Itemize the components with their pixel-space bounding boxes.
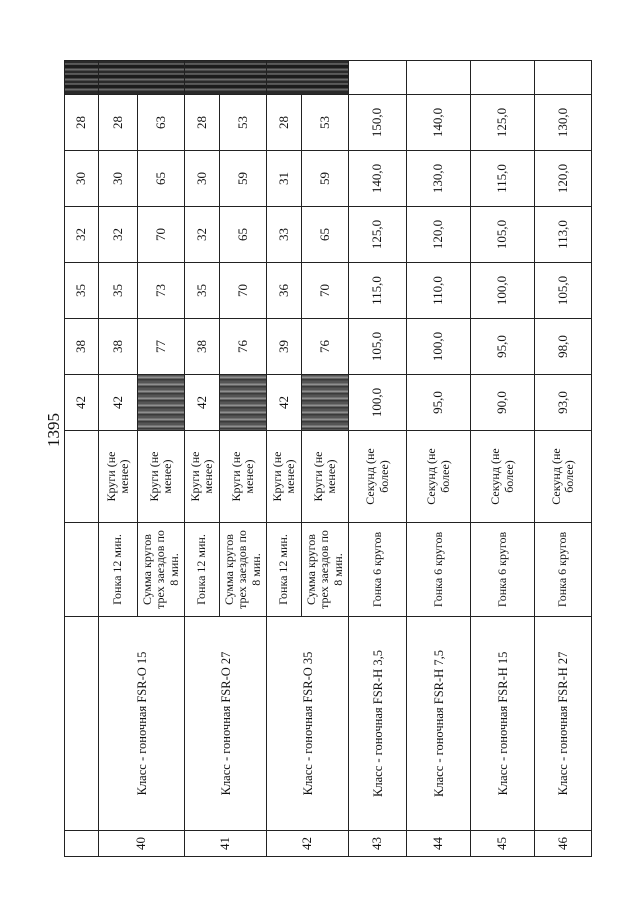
row-number: 41: [185, 831, 267, 857]
value-cell: 63: [138, 95, 185, 151]
standards-table: [64, 60, 592, 857]
row-number: 46: [535, 831, 592, 857]
value-cell: 70: [220, 263, 267, 319]
value-cell: 65: [138, 151, 185, 207]
value-cell: 105,0: [535, 263, 592, 319]
unit-label: Секунд (не более): [349, 431, 407, 523]
value-cell: 115,0: [349, 263, 407, 319]
value-cell: 39: [267, 319, 302, 375]
value-cell: 59: [302, 151, 349, 207]
value-cell: 105,0: [471, 207, 535, 263]
value-cell: 120,0: [407, 207, 471, 263]
value-cell: 32: [185, 207, 220, 263]
value-cell: 73: [138, 263, 185, 319]
value-cell: 33: [267, 207, 302, 263]
value-cell: 42: [99, 375, 138, 431]
empty-cell: [349, 61, 407, 95]
value-cell: 125,0: [349, 207, 407, 263]
value-cell: 105,0: [349, 319, 407, 375]
value-cell: 140,0: [407, 95, 471, 151]
row-number: 45: [471, 831, 535, 857]
header-row: [65, 61, 99, 857]
scan-shadow-cell: [99, 61, 185, 95]
value-cell: 76: [302, 319, 349, 375]
class-label: Класс - гоночная FSR-H 15: [471, 617, 535, 831]
column-header: 42: [65, 375, 99, 431]
value-cell: 35: [99, 263, 138, 319]
value-cell: 77: [138, 319, 185, 375]
header-num-cell: [65, 831, 99, 857]
row-number: 40: [99, 831, 185, 857]
value-cell: [138, 375, 185, 431]
class-label: Класс - гоночная FSR-H 27: [535, 617, 592, 831]
empty-cell: [471, 61, 535, 95]
value-cell: 53: [302, 95, 349, 151]
value-cell: 100,0: [407, 319, 471, 375]
unit-label: Круги (не менее): [138, 431, 185, 523]
value-cell: 53: [220, 95, 267, 151]
value-cell: 42: [267, 375, 302, 431]
value-cell: [302, 375, 349, 431]
page-number: 1395: [44, 413, 63, 447]
row-number: 44: [407, 831, 471, 857]
race-type: Сумма кругов трех заездов по 8 мин.: [220, 523, 267, 617]
table-row: [185, 61, 220, 857]
unit-label: Круги (не менее): [302, 431, 349, 523]
race-type: Гонка 6 кругов: [535, 523, 592, 617]
table-row: [471, 61, 535, 857]
table-row: [407, 61, 471, 857]
value-cell: 90,0: [471, 375, 535, 431]
column-header: 30: [65, 151, 99, 207]
value-cell: 28: [267, 95, 302, 151]
value-cell: 113,0: [535, 207, 592, 263]
column-header: 28: [65, 95, 99, 151]
value-cell: 59: [220, 151, 267, 207]
race-type: Гонка 6 кругов: [471, 523, 535, 617]
value-cell: 32: [99, 207, 138, 263]
value-cell: 38: [99, 319, 138, 375]
value-cell: 98,0: [535, 319, 592, 375]
column-header: 32: [65, 207, 99, 263]
race-type: Гонка 12 мин.: [185, 523, 220, 617]
value-cell: 150,0: [349, 95, 407, 151]
race-type: Гонка 6 кругов: [407, 523, 471, 617]
value-cell: 130,0: [407, 151, 471, 207]
unit-label: Секунд (не более): [471, 431, 535, 523]
table-row: [267, 61, 302, 857]
unit-label: Круги (не менее): [267, 431, 302, 523]
header-type-cell: [65, 523, 99, 617]
scan-shadow-cell: [65, 61, 99, 95]
value-cell: 95,0: [471, 319, 535, 375]
row-number: 43: [349, 831, 407, 857]
empty-cell: [407, 61, 471, 95]
column-header: 38: [65, 319, 99, 375]
value-cell: 115,0: [471, 151, 535, 207]
value-cell: 36: [267, 263, 302, 319]
value-cell: 38: [185, 319, 220, 375]
value-cell: 30: [99, 151, 138, 207]
value-cell: 120,0: [535, 151, 592, 207]
unit-label: Круги (не менее): [220, 431, 267, 523]
race-type: Гонка 6 кругов: [349, 523, 407, 617]
class-label: Класс - гоночная FSR-H 7,5: [407, 617, 471, 831]
race-type: Сумма кругов трех заездов по 8 мин.: [138, 523, 185, 617]
table-row: [535, 61, 592, 857]
row-number: 42: [267, 831, 349, 857]
scan-shadow-cell: [267, 61, 349, 95]
race-type: Сумма кругов трех заездов по 8 мин.: [302, 523, 349, 617]
table-body: [65, 61, 592, 857]
value-cell: 31: [267, 151, 302, 207]
value-cell: 93,0: [535, 375, 592, 431]
table-row: [349, 61, 407, 857]
class-label: Класс - гоночная FSR-O 15: [99, 617, 185, 831]
value-cell: [220, 375, 267, 431]
class-label: Класс - гоночная FSR-O 35: [267, 617, 349, 831]
value-cell: 42: [185, 375, 220, 431]
scan-shadow-cell: [185, 61, 267, 95]
value-cell: 125,0: [471, 95, 535, 151]
unit-label: Круги (не менее): [185, 431, 220, 523]
value-cell: 95,0: [407, 375, 471, 431]
value-cell: 70: [302, 263, 349, 319]
race-type: Гонка 12 мин.: [267, 523, 302, 617]
value-cell: 70: [138, 207, 185, 263]
race-type: Гонка 12 мин.: [99, 523, 138, 617]
value-cell: 35: [185, 263, 220, 319]
header-class-cell: [65, 617, 99, 831]
unit-label: Круги (не менее): [99, 431, 138, 523]
value-cell: 76: [220, 319, 267, 375]
value-cell: 100,0: [349, 375, 407, 431]
table-row: [99, 61, 138, 857]
unit-label: Секунд (не более): [407, 431, 471, 523]
column-header: 35: [65, 263, 99, 319]
value-cell: 110,0: [407, 263, 471, 319]
header-unit-cell: [65, 431, 99, 523]
value-cell: 140,0: [349, 151, 407, 207]
value-cell: 100,0: [471, 263, 535, 319]
value-cell: 28: [185, 95, 220, 151]
value-cell: 28: [99, 95, 138, 151]
class-label: Класс - гоночная FSR-O 27: [185, 617, 267, 831]
class-label: Класс - гоночная FSR-H 3,5: [349, 617, 407, 831]
value-cell: 65: [220, 207, 267, 263]
unit-label: Секунд (не более): [535, 431, 592, 523]
empty-cell: [535, 61, 592, 95]
value-cell: 65: [302, 207, 349, 263]
value-cell: 130,0: [535, 95, 592, 151]
value-cell: 30: [185, 151, 220, 207]
rotated-table-wrapper: [64, 61, 576, 857]
